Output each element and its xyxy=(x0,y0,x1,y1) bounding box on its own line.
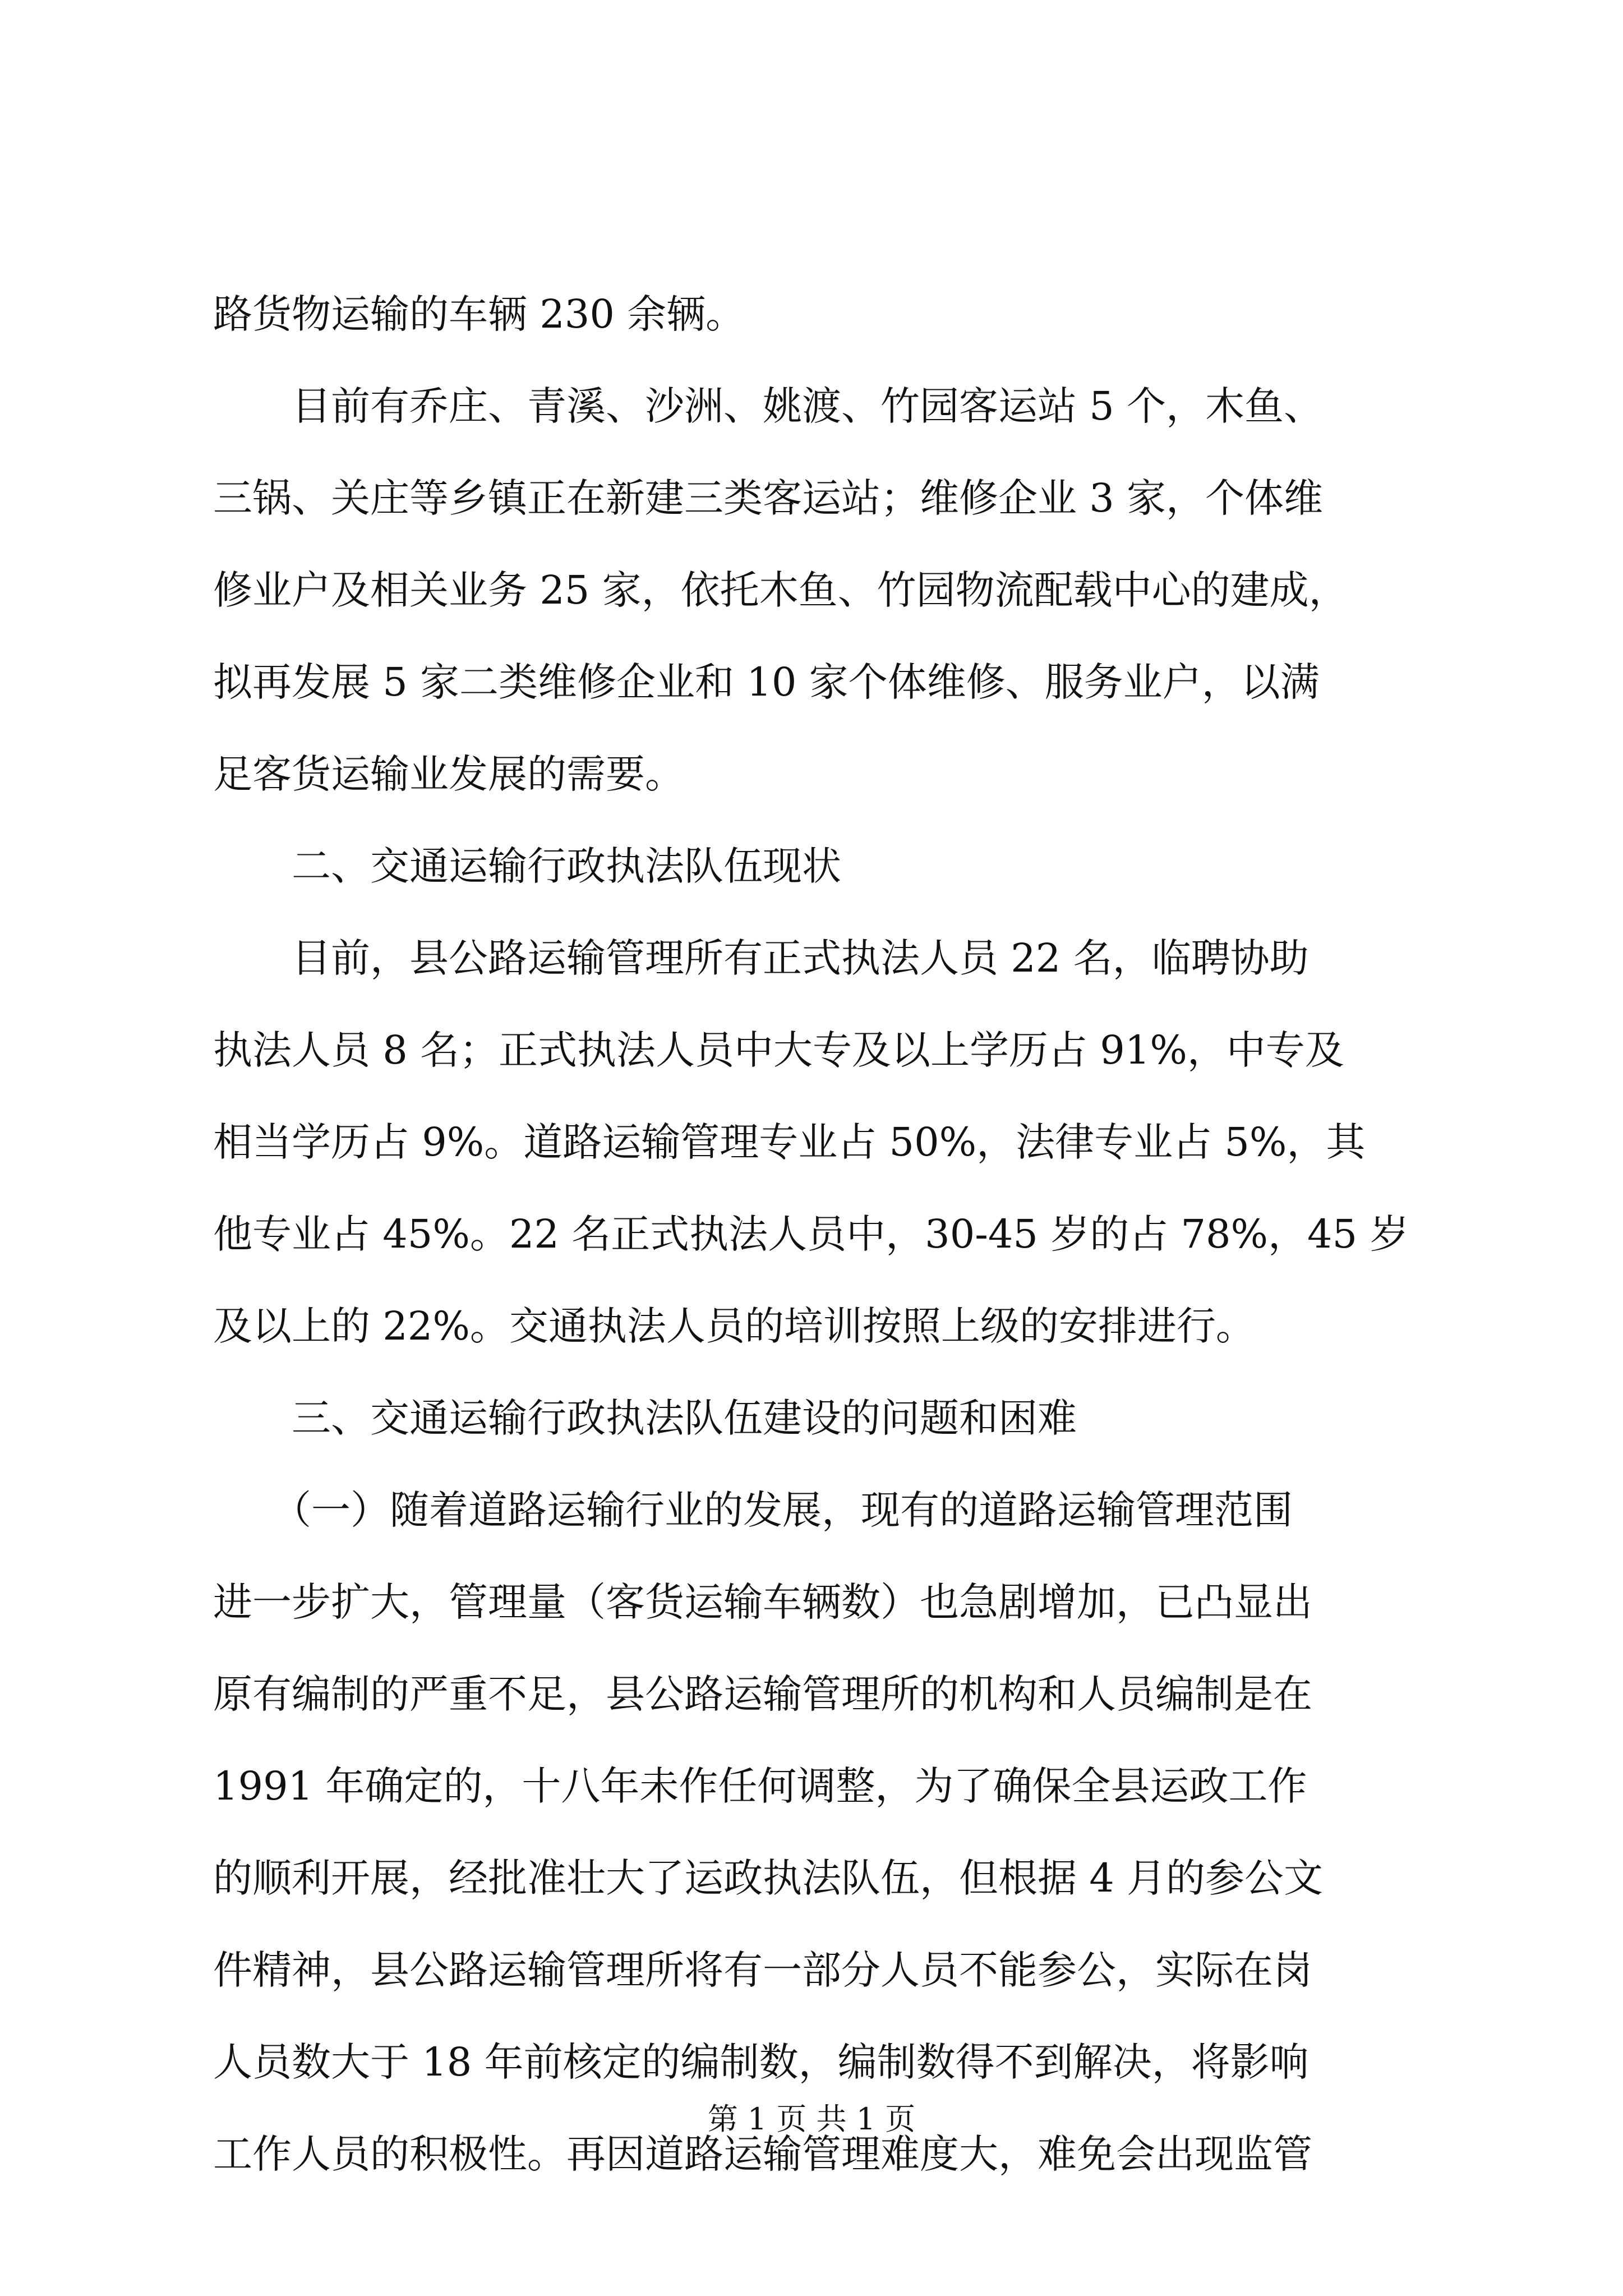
text-line: 人员数大于 18 年前核定的编制数，编制数得不到解决，将影响 xyxy=(213,2039,1309,2085)
text-line: 进一步扩大，管理量（客货运输车辆数）也急剧增加，已凸显出 xyxy=(213,1579,1312,1625)
text-line: 执法人员 8 名；正式执法人员中大专及以上学历占 91%，中专及 xyxy=(213,1027,1344,1073)
text-line: 拟再发展 5 家二类维修企业和 10 家个体维修、服务业户，以满 xyxy=(213,659,1320,705)
page-footer: 第 1 页 共 1 页 xyxy=(707,2101,916,2137)
text-line: 足客货运输业发展的需要。 xyxy=(213,751,684,797)
text-line: 相当学历占 9%。道路运输管理专业占 50%，法律专业占 5%，其 xyxy=(213,1119,1366,1165)
text-line: 及以上的 22%。交通执法人员的培训按照上级的安排进行。 xyxy=(213,1303,1255,1349)
text-line: 目前，县公路运输管理所有正式执法人员 22 名，临聘协助 xyxy=(213,935,1309,981)
text-line: 原有编制的严重不足，县公路运输管理所的机构和人员编制是在 xyxy=(213,1671,1312,1717)
text-line: 修业户及相关业务 25 家，依托木鱼、竹园物流配载中心的建成， xyxy=(213,567,1348,613)
text-line: （一）随着道路运输行业的发展，现有的道路运输管理范围 xyxy=(213,1487,1293,1533)
text-line: 目前有乔庄、青溪、沙洲、姚渡、竹园客运站 5 个，木鱼、 xyxy=(213,383,1324,429)
text-line: 路货物运输的车辆 230 余辆。 xyxy=(213,291,745,337)
document-body xyxy=(213,268,1436,2200)
text-line: 的顺利开展，经批准壮大了运政执法队伍，但根据 4 月的参公文 xyxy=(213,1855,1324,1901)
text-line: 工作人员的积极性。再因道路运输管理难度大，难免会出现监管 xyxy=(213,2131,1312,2177)
section-heading: 三、交通运输行政执法队伍建设的问题和困难 xyxy=(213,1395,1077,1441)
text-line: 三锅、关庄等乡镇正在新建三类客运站；维修企业 3 家，个体维 xyxy=(213,475,1324,521)
section-heading: 二、交通运输行政执法队伍现状 xyxy=(213,843,841,889)
text-line: 他专业占 45%。22 名正式执法人员中，30-45 岁的占 78%，45 岁 xyxy=(213,1211,1409,1257)
text-line: 1991 年确定的，十八年未作任何调整，为了确保全县运政工作 xyxy=(213,1763,1307,1809)
text-line: 件精神，县公路运输管理所将有一部分人员不能参公，实际在岗 xyxy=(213,1947,1312,1993)
